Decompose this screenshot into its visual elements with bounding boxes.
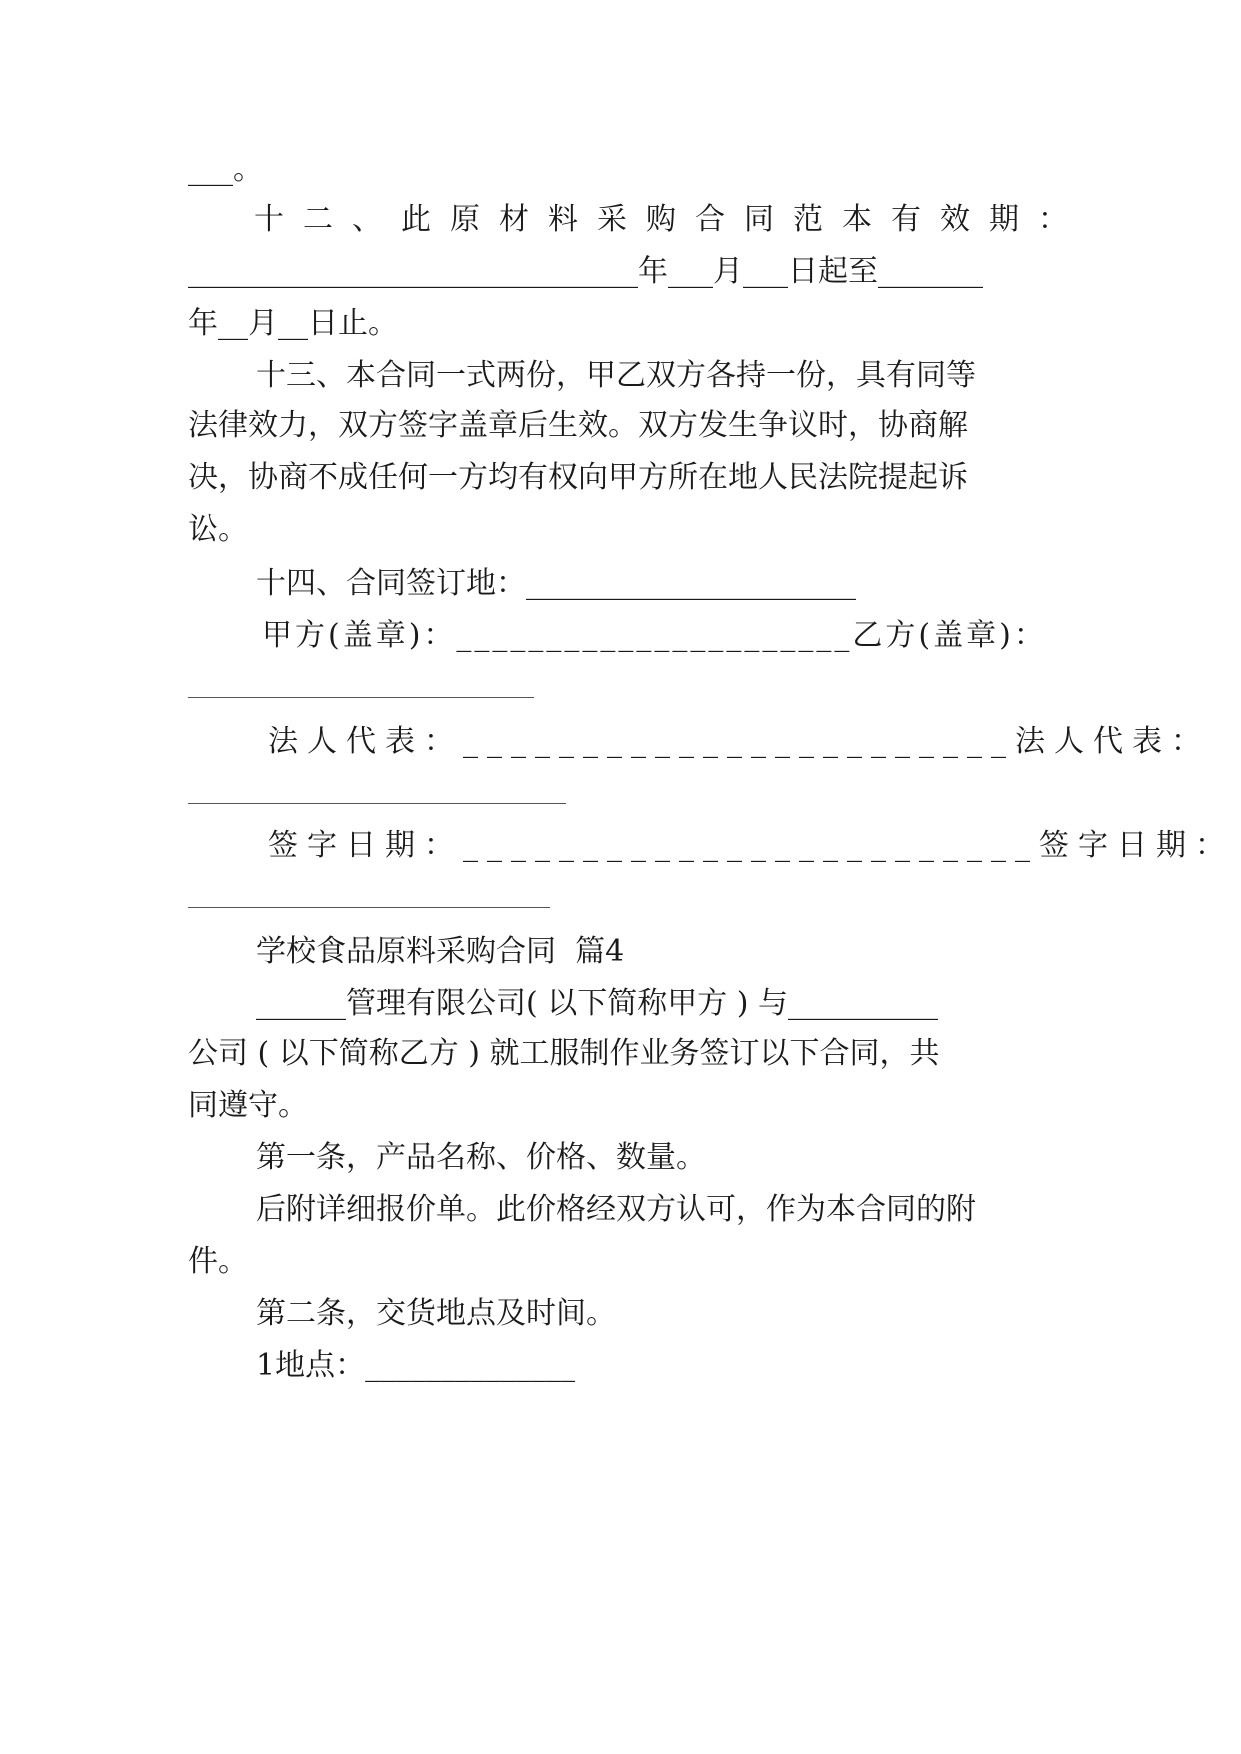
article-1-line-2: 件。	[188, 1244, 248, 1279]
clause-13-line-4: 讼。	[188, 512, 248, 547]
clause-12-title: 十二、此原材料采购合同范本有效期：	[254, 202, 1087, 237]
intro-line-1: ______管理有限公司( 以下简称甲方 ) 与__________	[256, 986, 939, 1021]
validity-end-line: 年__月__日止。	[188, 306, 398, 341]
signature-blank-b-rep	[188, 803, 566, 804]
article-1-title: 第一条，产品名称、价格、数量。	[256, 1140, 706, 1175]
text-line: ___。	[188, 152, 263, 187]
legal-rep-line: 法人代表：_______________________法人代表：	[268, 724, 1210, 759]
validity-dates-line: ______________________________年___月___日起至_______	[188, 254, 983, 289]
sign-date-line: 签字日期：________________________签字日期：	[268, 828, 1234, 863]
intro-line-3: 同遵守。	[188, 1088, 308, 1123]
signature-blank-b-seal	[188, 697, 534, 698]
clause-13-line-3: 决，协商不成任何一方均有权向甲方所在地人民法院提起诉	[188, 460, 968, 495]
clause-13-line-2: 法律效力，双方签字盖章后生效。双方发生争议时，协商解	[188, 408, 968, 443]
article-2-location: 1地点：______________	[256, 1348, 576, 1383]
party-seal-line: 甲方(盖章)：______________________乙方(盖章)：	[262, 618, 1047, 653]
clause-13-line-1: 十三、本合同一式两份，甲乙双方各持一份，具有同等	[256, 358, 976, 393]
section-heading: 学校食品原料采购合同 篇4	[256, 934, 625, 969]
intro-line-2: 公司 ( 以下简称乙方 ) 就工服制作业务签订以下合同，共	[188, 1036, 940, 1071]
clause-14-signing-place: 十四、合同签订地：______________________	[256, 566, 856, 601]
article-1-line-1: 后附详细报价单。此价格经双方认可，作为本合同的附	[256, 1192, 976, 1227]
article-2-title: 第二条，交货地点及时间。	[256, 1296, 616, 1331]
signature-blank-b-date	[188, 907, 550, 908]
